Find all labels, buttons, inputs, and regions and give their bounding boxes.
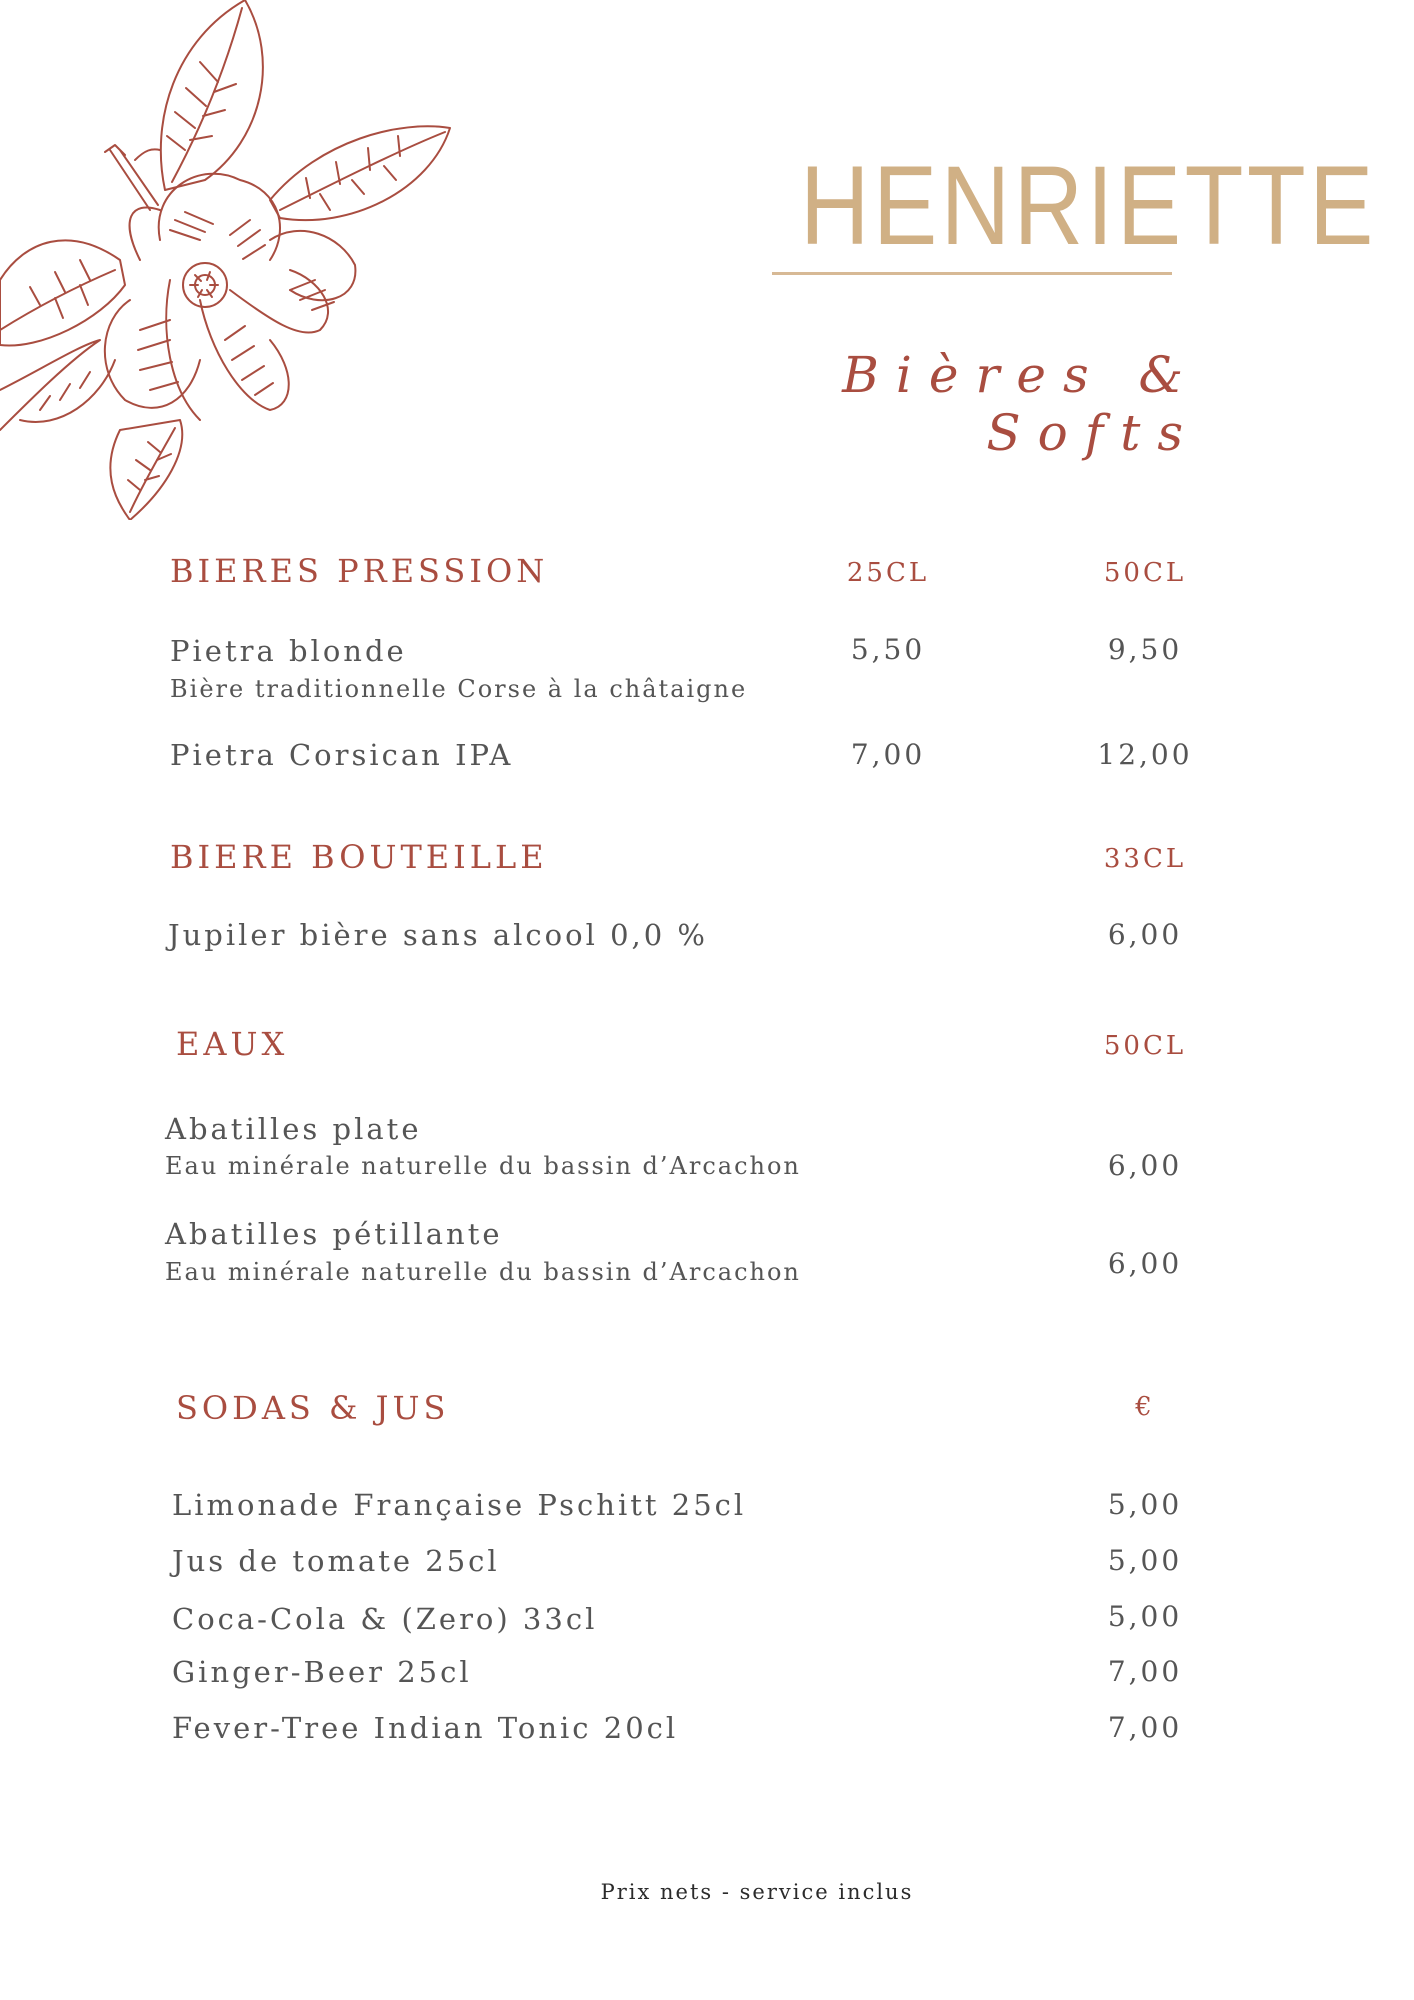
menu-item-name: Limonade Française Pschitt 25cl	[172, 1488, 747, 1522]
column-header-euro: €	[1135, 1392, 1155, 1422]
section-title-sodas: SODAS & JUS	[176, 1389, 450, 1427]
menu-item-price: 5,00	[1107, 1544, 1183, 1577]
menu-item-price: 5,00	[1107, 1600, 1183, 1633]
menu-item-description: Eau minérale naturelle du bassin d’Arcachon	[165, 1258, 801, 1286]
menu-item-price: 5,00	[1107, 1488, 1183, 1521]
menu-item-price-50cl: 9,50	[1107, 633, 1183, 666]
menu-item-price: 6,00	[1107, 1247, 1183, 1280]
menu-item-price: 6,00	[1107, 918, 1183, 951]
brand-underline	[772, 272, 1172, 275]
menu-item-name: Ginger-Beer 25cl	[172, 1655, 472, 1689]
column-header-25cl: 25CL	[846, 558, 930, 588]
menu-item-price-25cl: 7,00	[850, 738, 926, 771]
menu-item-description: Bière traditionnelle Corse à la châtaigne	[170, 675, 748, 703]
magnolia-flower-icon	[0, 0, 460, 520]
section-title-pression: BIERES PRESSION	[170, 552, 549, 590]
section-title-bouteille: BIERE BOUTEILLE	[170, 838, 548, 876]
menu-item-name: Pietra Corsican IPA	[170, 738, 514, 772]
menu-item-price-50cl: 12,00	[1097, 738, 1193, 771]
menu-item-description: Eau minérale naturelle du bassin d’Arcachon	[165, 1152, 801, 1180]
menu-item-name: Fever-Tree Indian Tonic 20cl	[172, 1711, 679, 1745]
menu-item-price: 7,00	[1107, 1711, 1183, 1744]
page-subtitle: Bières & Softs	[842, 346, 1200, 462]
section-title-eaux: EAUX	[176, 1025, 289, 1063]
menu-item-price: 6,00	[1107, 1149, 1183, 1182]
menu-item-price: 7,00	[1107, 1655, 1183, 1688]
brand-logo	[772, 143, 1377, 275]
column-header-50cl: 50CL	[1103, 558, 1187, 588]
menu-item-name: Abatilles plate	[165, 1112, 422, 1146]
menu-item-name: Pietra blonde	[170, 634, 407, 668]
menu-item-name: Jupiler bière sans alcool 0,0 %	[168, 918, 708, 952]
column-header-50cl-eaux: 50CL	[1103, 1031, 1187, 1061]
footer-note: Prix nets - service inclus	[600, 1880, 914, 1904]
menu-item-name: Coca-Cola & (Zero) 33cl	[172, 1602, 598, 1636]
menu-item-name: Abatilles pétillante	[165, 1217, 503, 1251]
menu-item-price-25cl: 5,50	[850, 633, 926, 666]
column-header-33cl: 33CL	[1103, 844, 1187, 874]
menu-item-name: Jus de tomate 25cl	[172, 1544, 500, 1578]
brand-name: HENRIETTE	[800, 143, 1377, 268]
